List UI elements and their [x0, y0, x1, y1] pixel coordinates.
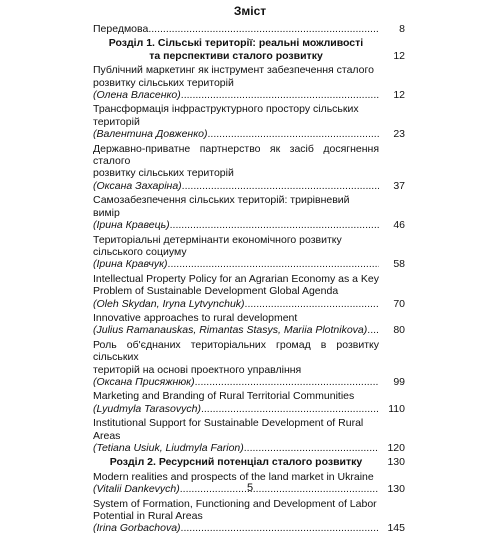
toc-entry[interactable] — [93, 37, 405, 62]
entry-author: (Ірина Кравчук) — [93, 258, 168, 271]
entry-text — [93, 456, 379, 468]
dot-leader — [181, 522, 379, 534]
entry-title: Передмова — [93, 23, 149, 35]
entry-author: (Vitalii Dankevych) — [93, 483, 180, 496]
dot-leader — [148, 23, 379, 35]
entry-text — [93, 194, 379, 231]
entry-title: Державно-приватне партнерство як засіб досягнення сталого — [93, 142, 379, 168]
toc-entry[interactable] — [93, 312, 405, 337]
entry-author: (Tetiana Usiuk, Liudmyla Farion) — [93, 442, 244, 454]
toc-entry[interactable] — [93, 273, 405, 310]
entry-title: територій на основі проектного управління — [93, 363, 302, 376]
entry-title: розвитку сільських територій — [93, 76, 234, 89]
entry-author: (Ірина Кравець) — [93, 219, 170, 232]
dot-leader — [182, 180, 379, 192]
entry-page: 130 — [387, 483, 405, 496]
entry-title: Modern realities and prospects of the land market in Ukraine — [93, 470, 374, 483]
entry-title: Територіальні детермінанти економічного розвитку — [93, 233, 342, 246]
dot-leader — [170, 219, 379, 231]
entry-text — [93, 234, 379, 271]
entry-author: (Оксана Присяжнюк) — [93, 375, 195, 388]
entry-page: 120 — [387, 442, 405, 454]
toc-entry[interactable] — [93, 23, 405, 35]
toc-entry[interactable] — [93, 456, 405, 468]
entry-text — [93, 339, 379, 389]
entry-line — [93, 180, 379, 192]
entry-page: 37 — [393, 179, 405, 192]
entry-title: Problem of Sustainable Development Global Agenda — [93, 285, 339, 298]
entry-text — [93, 312, 379, 337]
toc-entry[interactable] — [93, 194, 405, 231]
toc-entry[interactable] — [93, 498, 405, 535]
entry-page: 99 — [393, 375, 405, 388]
toc-entry[interactable] — [93, 103, 405, 140]
section-heading: та перспективи сталого розвитку — [149, 49, 323, 62]
entry-line — [93, 324, 379, 336]
entry-line — [93, 522, 379, 534]
entry-line — [93, 23, 379, 35]
entry-author: (Julius Ramanauskas, Rimantas Stasys, Mariia Plotnikova) — [93, 324, 368, 337]
entry-page: 12 — [393, 49, 405, 62]
entry-title: Institutional Support for Sustainable Development of Rural Areas — [93, 417, 364, 442]
entry-line — [93, 89, 379, 101]
entry-page: 80 — [393, 324, 405, 337]
entry-page: 145 — [387, 522, 405, 535]
entry-text — [93, 390, 379, 415]
entry-title: сільського социуму — [93, 245, 187, 258]
toc-entry[interactable] — [93, 417, 405, 454]
entry-text — [93, 103, 379, 140]
entry-author: (Irina Gorbachova) — [93, 522, 181, 535]
entry-line — [93, 442, 379, 454]
entry-author: (Валентина Довженко) — [93, 128, 208, 141]
toc-entry[interactable] — [93, 390, 405, 415]
dot-leader — [168, 258, 379, 270]
entry-page: 70 — [393, 297, 405, 310]
dot-leader — [195, 376, 379, 388]
entry-author: (Lyudmyla Tarasovych) — [93, 402, 201, 415]
table-of-contents — [93, 23, 405, 537]
entry-text — [93, 23, 379, 35]
toc-entry[interactable] — [93, 234, 405, 271]
entry-text — [93, 64, 379, 101]
entry-line — [93, 219, 379, 231]
entry-title: Самозабезпечення сільських територій: трирівневий вимір — [93, 194, 350, 219]
entry-page: 110 — [388, 402, 405, 415]
entry-text — [93, 273, 379, 310]
dot-leader — [245, 298, 379, 310]
entry-title: Innovative approaches to rural development — [93, 311, 298, 324]
toc-entry[interactable] — [93, 143, 405, 193]
entry-page: 8 — [399, 23, 405, 35]
page-title: Зміст — [233, 4, 267, 18]
section-heading: Розділ 2. Ресурсний потенціал сталого розвитку — [109, 456, 363, 469]
dot-leader — [244, 442, 379, 454]
dot-leader — [367, 324, 379, 336]
toc-entry[interactable] — [93, 64, 405, 101]
entry-title: Публічний маркетинг як інструмент забезпечення сталого — [93, 64, 374, 77]
entry-text — [93, 417, 379, 454]
dot-leader — [208, 128, 379, 140]
entry-page: 12 — [393, 89, 405, 102]
entry-text — [93, 498, 379, 535]
entry-line — [93, 128, 379, 140]
entry-page: 23 — [393, 128, 405, 141]
entry-page: 130 — [387, 456, 405, 469]
entry-line — [93, 298, 379, 310]
entry-author: (Оксана Захаріна) — [93, 179, 182, 192]
dot-leader — [181, 89, 379, 101]
entry-line — [93, 403, 379, 415]
entry-line — [93, 376, 379, 388]
dot-leader — [201, 403, 379, 415]
section-heading: Розділ 1. Сільські території: реальні можливості — [108, 37, 364, 50]
entry-author: (Олена Власенко) — [93, 89, 181, 102]
entry-title: Роль об'єднаних територіальних громад в розвитку сільських — [93, 338, 379, 364]
entry-title: Intellectual Property Policy for an Agrarian Economy as a Key — [93, 272, 379, 285]
entry-page: 46 — [393, 219, 405, 232]
entry-title: Potential in Rural Areas — [93, 510, 203, 523]
entry-page: 58 — [393, 258, 405, 271]
entry-title: System of Formation, Functioning and Development of Labor — [93, 497, 377, 510]
entry-title: Marketing and Branding of Rural Territorial Communities — [93, 390, 355, 403]
entry-line — [93, 258, 379, 270]
page-number: 5 — [246, 482, 254, 494]
entry-title: Трансформація інфраструктурного простору сільських — [93, 103, 359, 116]
entry-title: розвитку сільських територій — [93, 167, 234, 180]
entry-text — [93, 37, 379, 62]
toc-entry[interactable] — [93, 339, 405, 389]
entry-author: (Oleh Skydan, Iryna Lytvynchuk) — [93, 297, 245, 310]
entry-title: територій — [93, 115, 140, 128]
entry-text — [93, 143, 379, 193]
